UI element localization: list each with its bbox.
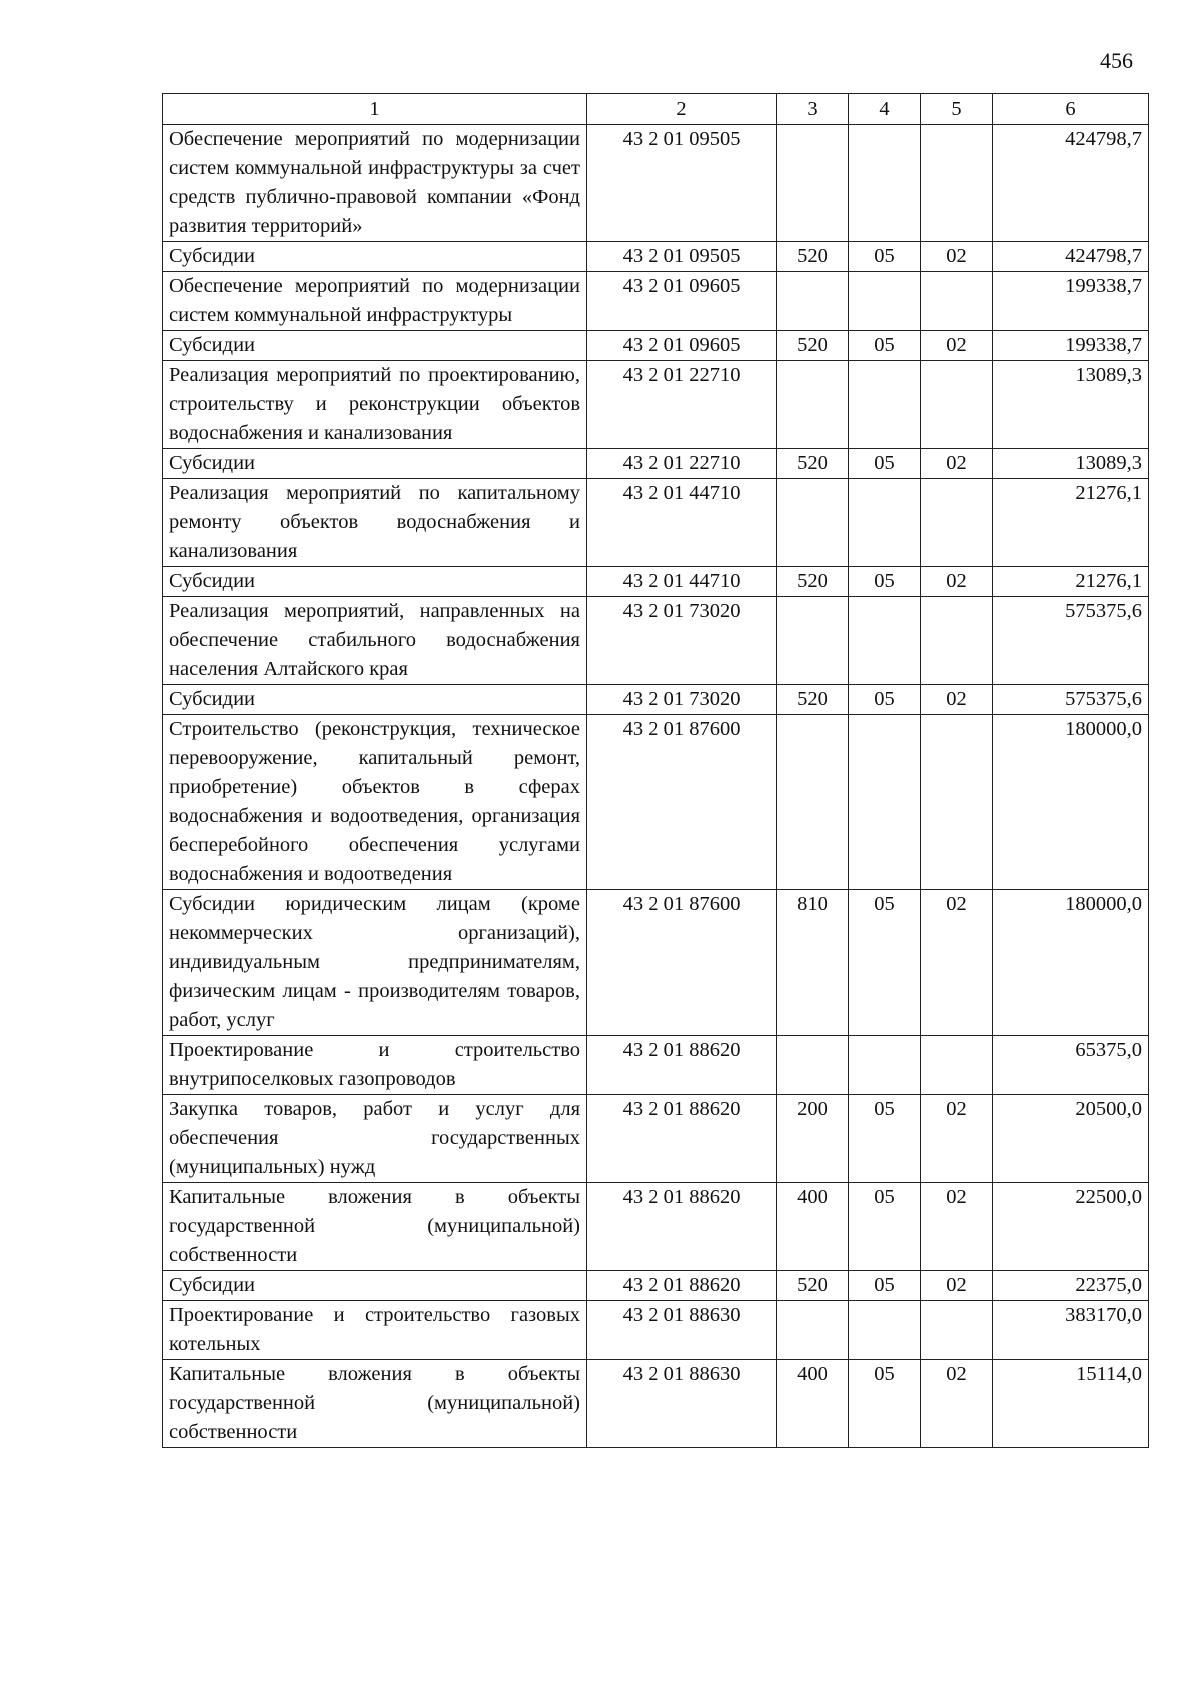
row-col-5: 02 xyxy=(921,567,993,597)
row-amount: 13089,3 xyxy=(993,361,1149,449)
row-col-4 xyxy=(849,272,921,331)
row-col-4 xyxy=(849,361,921,449)
row-name: Капитальные вложения в объекты государственной (муниципальной) собственности xyxy=(163,1360,587,1448)
row-col-4 xyxy=(849,597,921,685)
page-number: 456 xyxy=(1100,48,1133,73)
header-col-6: 6 xyxy=(993,94,1149,125)
row-amount: 20500,0 xyxy=(993,1095,1149,1183)
row-col-3 xyxy=(777,1036,849,1095)
table-row xyxy=(163,125,1149,242)
row-name: Реализация мероприятий, направленных на обеспечение стабильного водоснабжения населения Алтайского края xyxy=(163,597,587,685)
row-col-4: 05 xyxy=(849,567,921,597)
row-col-3 xyxy=(777,1301,849,1360)
table-row xyxy=(163,272,1149,331)
row-col-4 xyxy=(849,1301,921,1360)
row-col-4: 05 xyxy=(849,1183,921,1271)
row-amount: 13089,3 xyxy=(993,449,1149,479)
row-amount: 15114,0 xyxy=(993,1360,1149,1448)
row-col-4 xyxy=(849,125,921,242)
row-col-3 xyxy=(777,272,849,331)
row-col-5 xyxy=(921,361,993,449)
row-code: 43 2 01 09605 xyxy=(587,272,777,331)
row-code: 43 2 01 87600 xyxy=(587,890,777,1036)
row-col-5: 02 xyxy=(921,242,993,272)
row-col-5 xyxy=(921,272,993,331)
row-col-5: 02 xyxy=(921,1271,993,1301)
row-code: 43 2 01 22710 xyxy=(587,361,777,449)
row-name: Капитальные вложения в объекты государственной (муниципальной) собственности xyxy=(163,1183,587,1271)
row-code: 43 2 01 73020 xyxy=(587,597,777,685)
row-col-5: 02 xyxy=(921,890,993,1036)
row-code: 43 2 01 88630 xyxy=(587,1301,777,1360)
row-name: Субсидии xyxy=(163,685,587,715)
row-code: 43 2 01 88630 xyxy=(587,1360,777,1448)
row-name: Субсидии xyxy=(163,567,587,597)
table-row xyxy=(163,685,1149,715)
header-col-1: 1 xyxy=(163,94,587,125)
row-code: 43 2 01 73020 xyxy=(587,685,777,715)
row-amount: 575375,6 xyxy=(993,597,1149,685)
row-name: Субсидии xyxy=(163,331,587,361)
row-name: Субсидии xyxy=(163,1271,587,1301)
row-col-5: 02 xyxy=(921,1183,993,1271)
row-col-5 xyxy=(921,479,993,567)
header-col-4: 4 xyxy=(849,94,921,125)
table-row xyxy=(163,361,1149,449)
row-col-4: 05 xyxy=(849,890,921,1036)
row-amount: 21276,1 xyxy=(993,479,1149,567)
row-amount: 383170,0 xyxy=(993,1301,1149,1360)
row-name: Проектирование и строительство газовых котельных xyxy=(163,1301,587,1360)
table-row xyxy=(163,479,1149,567)
budget-table xyxy=(162,93,1149,1448)
row-col-4 xyxy=(849,1036,921,1095)
header-col-2: 2 xyxy=(587,94,777,125)
row-col-3: 400 xyxy=(777,1183,849,1271)
row-col-3 xyxy=(777,479,849,567)
row-name: Субсидии юридическим лицам (кроме некоммерческих организаций), индивидуальным предпринимателям, физическим лицам - производителям товаров, работ, услуг xyxy=(163,890,587,1036)
row-name: Обеспечение мероприятий по модернизации систем коммунальной инфраструктуры за счет средств публично-правовой компании «Фонд развития территорий» xyxy=(163,125,587,242)
row-col-3: 200 xyxy=(777,1095,849,1183)
row-col-3: 520 xyxy=(777,685,849,715)
table-row xyxy=(163,1095,1149,1183)
row-col-3 xyxy=(777,361,849,449)
row-col-5: 02 xyxy=(921,685,993,715)
table-row xyxy=(163,890,1149,1036)
row-code: 43 2 01 09605 xyxy=(587,331,777,361)
row-col-4 xyxy=(849,715,921,890)
row-col-3: 520 xyxy=(777,449,849,479)
table-row xyxy=(163,331,1149,361)
row-amount: 199338,7 xyxy=(993,331,1149,361)
table-row xyxy=(163,1301,1149,1360)
row-col-4: 05 xyxy=(849,331,921,361)
row-amount: 180000,0 xyxy=(993,890,1149,1036)
row-amount: 22375,0 xyxy=(993,1271,1149,1301)
row-code: 43 2 01 88620 xyxy=(587,1271,777,1301)
row-col-4: 05 xyxy=(849,685,921,715)
table-row xyxy=(163,1271,1149,1301)
row-name: Обеспечение мероприятий по модернизации систем коммунальной инфраструктуры xyxy=(163,272,587,331)
row-amount: 575375,6 xyxy=(993,685,1149,715)
row-col-4: 05 xyxy=(849,1095,921,1183)
row-amount: 180000,0 xyxy=(993,715,1149,890)
row-name: Реализация мероприятий по проектированию, строительству и реконструкции объектов водоснабжения и канализования xyxy=(163,361,587,449)
row-col-5: 02 xyxy=(921,331,993,361)
row-col-5 xyxy=(921,715,993,890)
table-row xyxy=(163,1360,1149,1448)
row-amount: 65375,0 xyxy=(993,1036,1149,1095)
row-name: Реализация мероприятий по капитальному ремонту объектов водоснабжения и канализования xyxy=(163,479,587,567)
row-col-5: 02 xyxy=(921,1360,993,1448)
table-row xyxy=(163,1036,1149,1095)
row-name: Строительство (реконструкция, техническое перевооружение, капитальный ремонт, приобретение) объектов в сферах водоснабжения и водоотведения, организация бесперебойного обеспечения услугами водоснабжения и водоотведения xyxy=(163,715,587,890)
row-code: 43 2 01 88620 xyxy=(587,1183,777,1271)
table-row xyxy=(163,242,1149,272)
row-col-4: 05 xyxy=(849,242,921,272)
table-row xyxy=(163,715,1149,890)
row-col-3: 400 xyxy=(777,1360,849,1448)
row-amount: 21276,1 xyxy=(993,567,1149,597)
table-row xyxy=(163,597,1149,685)
row-col-3: 810 xyxy=(777,890,849,1036)
row-col-5 xyxy=(921,1301,993,1360)
row-col-4 xyxy=(849,479,921,567)
row-col-3: 520 xyxy=(777,242,849,272)
row-col-3 xyxy=(777,125,849,242)
row-amount: 424798,7 xyxy=(993,125,1149,242)
row-code: 43 2 01 87600 xyxy=(587,715,777,890)
header-col-5: 5 xyxy=(921,94,993,125)
row-code: 43 2 01 09505 xyxy=(587,125,777,242)
row-col-3: 520 xyxy=(777,1271,849,1301)
header-row xyxy=(163,94,1149,125)
table-row xyxy=(163,1183,1149,1271)
row-amount: 424798,7 xyxy=(993,242,1149,272)
row-name: Закупка товаров, работ и услуг для обеспечения государственных (муниципальных) нужд xyxy=(163,1095,587,1183)
row-name: Проектирование и строительство внутрипоселковых газопроводов xyxy=(163,1036,587,1095)
row-code: 43 2 01 88620 xyxy=(587,1095,777,1183)
row-code: 43 2 01 88620 xyxy=(587,1036,777,1095)
row-col-3: 520 xyxy=(777,567,849,597)
row-col-5 xyxy=(921,125,993,242)
row-code: 43 2 01 22710 xyxy=(587,449,777,479)
row-code: 43 2 01 44710 xyxy=(587,479,777,567)
row-col-4: 05 xyxy=(849,1271,921,1301)
row-col-5: 02 xyxy=(921,1095,993,1183)
row-col-3 xyxy=(777,597,849,685)
row-col-5 xyxy=(921,597,993,685)
row-col-4: 05 xyxy=(849,1360,921,1448)
row-code: 43 2 01 09505 xyxy=(587,242,777,272)
row-amount: 22500,0 xyxy=(993,1183,1149,1271)
row-name: Субсидии xyxy=(163,242,587,272)
row-name: Субсидии xyxy=(163,449,587,479)
row-col-4: 05 xyxy=(849,449,921,479)
row-code: 43 2 01 44710 xyxy=(587,567,777,597)
header-col-3: 3 xyxy=(777,94,849,125)
row-col-5: 02 xyxy=(921,449,993,479)
table-row xyxy=(163,567,1149,597)
row-col-3 xyxy=(777,715,849,890)
table-row xyxy=(163,449,1149,479)
row-amount: 199338,7 xyxy=(993,272,1149,331)
row-col-5 xyxy=(921,1036,993,1095)
row-col-3: 520 xyxy=(777,331,849,361)
